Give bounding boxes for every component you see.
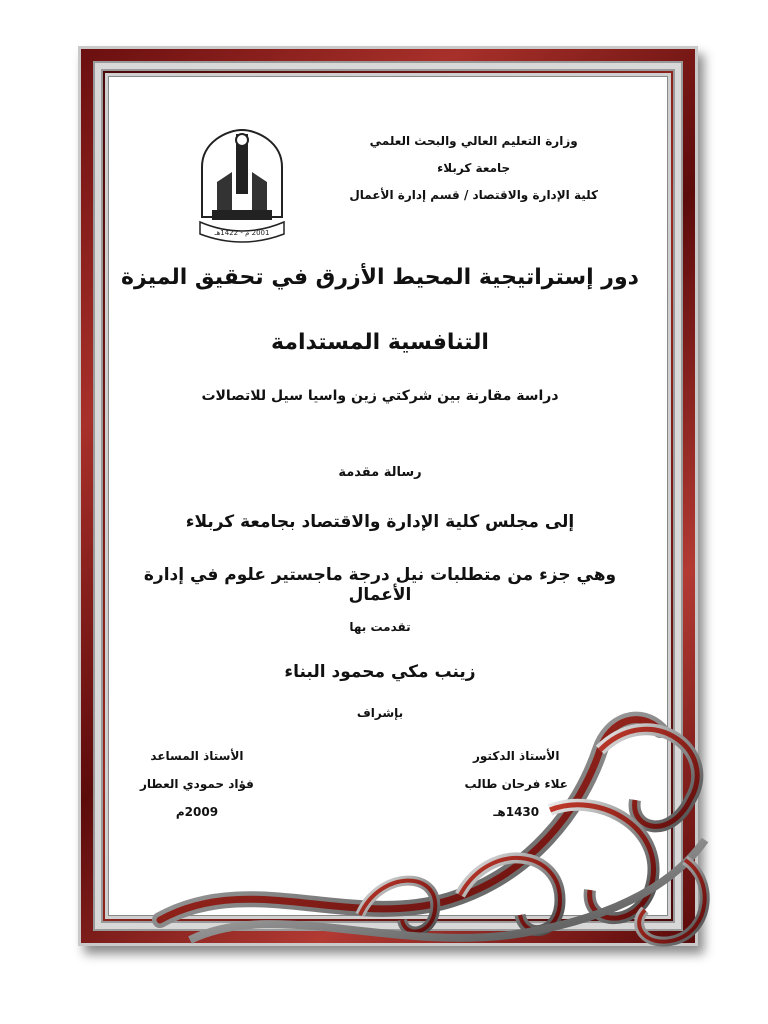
university-seal-icon xyxy=(192,122,292,250)
supervisor-right-title: الأستاذ الدكتور xyxy=(473,749,560,763)
supervisor-left xyxy=(140,742,254,826)
degree-line: وهي جزء من متطلبات نيل درجة ماجستير علوم في إدارة الأعمال xyxy=(143,565,617,605)
thesis-subtitle: دراسة مقارنة بين شركتي زين واسيا سيل للاتصالات xyxy=(201,388,559,404)
college-name: كلية الإدارة والاقتصاد / قسم إدارة الأعمال xyxy=(349,188,598,202)
swirl-ornament-icon xyxy=(130,690,730,990)
supervision-label: بإشراف xyxy=(356,706,404,720)
supervisor-right-date: 1430هـ xyxy=(493,805,540,819)
supervisor-right-name: علاء فرحان طالب xyxy=(464,777,568,791)
council-line: إلى مجلس كلية الإدارة والاقتصاد بجامعة كربلاء xyxy=(185,512,575,532)
thesis-title-line1: دور إستراتيجية المحيط الأزرق في تحقيق الميزة xyxy=(121,265,639,290)
author-name: زينب مكي محمود البناء xyxy=(284,662,476,682)
presented-by-label: تقدمت بها xyxy=(349,620,411,634)
university-name: جامعة كربلاء xyxy=(437,161,511,175)
supervisor-left-name: فؤاد حمودي العطار xyxy=(140,777,254,791)
supervisor-left-title: الأستاذ المساعد xyxy=(150,749,244,763)
supervisor-left-date: 2009م xyxy=(175,805,219,819)
thesis-label: رسالة مقدمة xyxy=(338,465,422,480)
supervisor-right xyxy=(464,742,568,826)
svg-text:2001 م - 1422هـ: 2001 م - 1422هـ xyxy=(214,229,270,237)
institution-header xyxy=(349,128,598,209)
ministry-name: وزارة التعليم العالي والبحث العلمي xyxy=(369,134,578,148)
thesis-title-line2: التنافسية المستدامة xyxy=(271,330,489,355)
